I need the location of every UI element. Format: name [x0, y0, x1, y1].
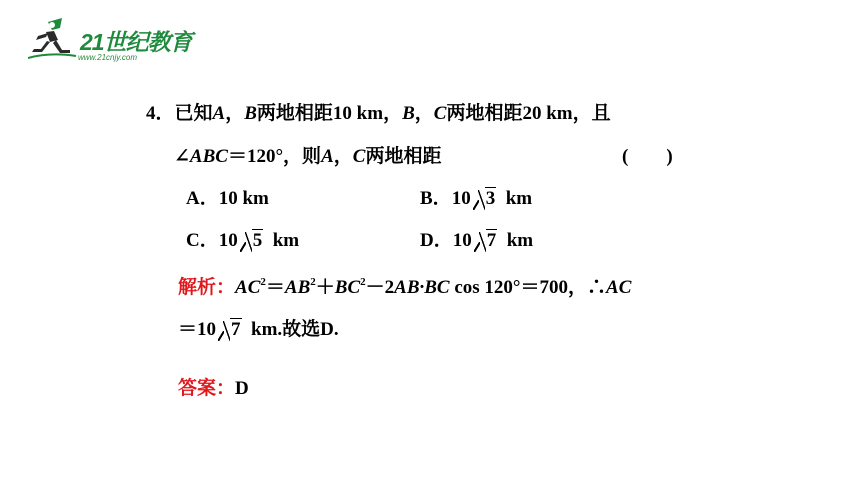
- result-text: km.故选D.: [251, 319, 339, 340]
- option-b-radicand: 3: [485, 188, 496, 209]
- punct: ，: [225, 103, 245, 124]
- option-d-label: D．: [420, 230, 453, 251]
- option-a[interactable]: [186, 183, 269, 210]
- site-logo: [28, 18, 198, 64]
- option-b-unit: km: [505, 188, 533, 209]
- punct: ，: [333, 146, 353, 167]
- var-a: A: [212, 103, 226, 124]
- result-coef: ＝10: [178, 319, 217, 340]
- exponent: 2: [260, 276, 266, 288]
- equals: ＝: [265, 277, 285, 298]
- question-line-1: 4．已知A，B两地相距10 km，B，C两地相距20 km，且: [146, 103, 611, 124]
- question-text: 已知: [174, 103, 213, 124]
- option-b-coef: 10: [451, 188, 471, 209]
- option-d-radicand: 7: [486, 230, 497, 251]
- answer-value: D: [235, 378, 249, 399]
- term-bc: BC: [334, 277, 361, 298]
- option-c-unit: km: [272, 230, 300, 251]
- answer-label: 答案：: [178, 378, 236, 399]
- var-b: B: [244, 103, 257, 124]
- sqrt-symbol: [473, 230, 498, 252]
- question-text: 两地相距: [365, 146, 442, 167]
- cos-term: cos 120°＝700，∴: [449, 277, 607, 298]
- option-a-value: 10 km: [218, 188, 269, 209]
- answer-line: [178, 373, 249, 400]
- solution-line-2: [178, 314, 339, 341]
- var-c: C: [352, 146, 366, 167]
- option-d-coef: 10: [452, 230, 472, 251]
- logo-text: 21世纪教育: [80, 29, 192, 55]
- logo-url: www.21cnjy.com: [78, 53, 137, 62]
- sqrt-symbol: [217, 319, 242, 341]
- option-c-radicand: 5: [252, 230, 263, 251]
- solution-label: 解析：: [178, 277, 236, 298]
- var-a: A: [321, 146, 334, 167]
- option-c[interactable]: [186, 225, 299, 252]
- option-c-label: C．: [186, 230, 219, 251]
- angle-symbol: ∠: [174, 146, 190, 167]
- var-c: C: [433, 103, 447, 124]
- option-b-label: B．: [420, 188, 452, 209]
- question-line-2: [174, 141, 441, 168]
- option-d[interactable]: [420, 225, 533, 252]
- question-text: 两地相距10 km，: [256, 103, 403, 124]
- term-ac: AC: [235, 277, 261, 298]
- angle-abc: ABC: [189, 146, 228, 167]
- option-b[interactable]: [420, 183, 532, 210]
- var-b: B: [402, 103, 415, 124]
- minus-two: －2: [365, 277, 395, 298]
- question-text: 两地相距20 km，且: [446, 103, 611, 124]
- term-ac: AC: [606, 277, 632, 298]
- exponent: 2: [360, 276, 366, 288]
- term-ab-bc: AB·BC: [394, 277, 450, 298]
- answer-bracket: ( ): [622, 146, 673, 167]
- option-c-coef: 10: [218, 230, 238, 251]
- sqrt-symbol: [472, 188, 497, 210]
- option-a-label: A．: [186, 188, 219, 209]
- runner-logo-icon: [28, 18, 78, 62]
- option-d-unit: km: [506, 230, 534, 251]
- term-ab: AB: [284, 277, 311, 298]
- solution-line-1: [178, 272, 631, 299]
- plus: ＋: [315, 277, 335, 298]
- sqrt-symbol: [239, 230, 264, 252]
- punct: ，: [414, 103, 434, 124]
- result-radicand: 7: [231, 319, 241, 340]
- question-number: 4: [146, 103, 156, 124]
- exponent: 2: [310, 276, 316, 288]
- question-text: ＝120°，则: [227, 146, 322, 167]
